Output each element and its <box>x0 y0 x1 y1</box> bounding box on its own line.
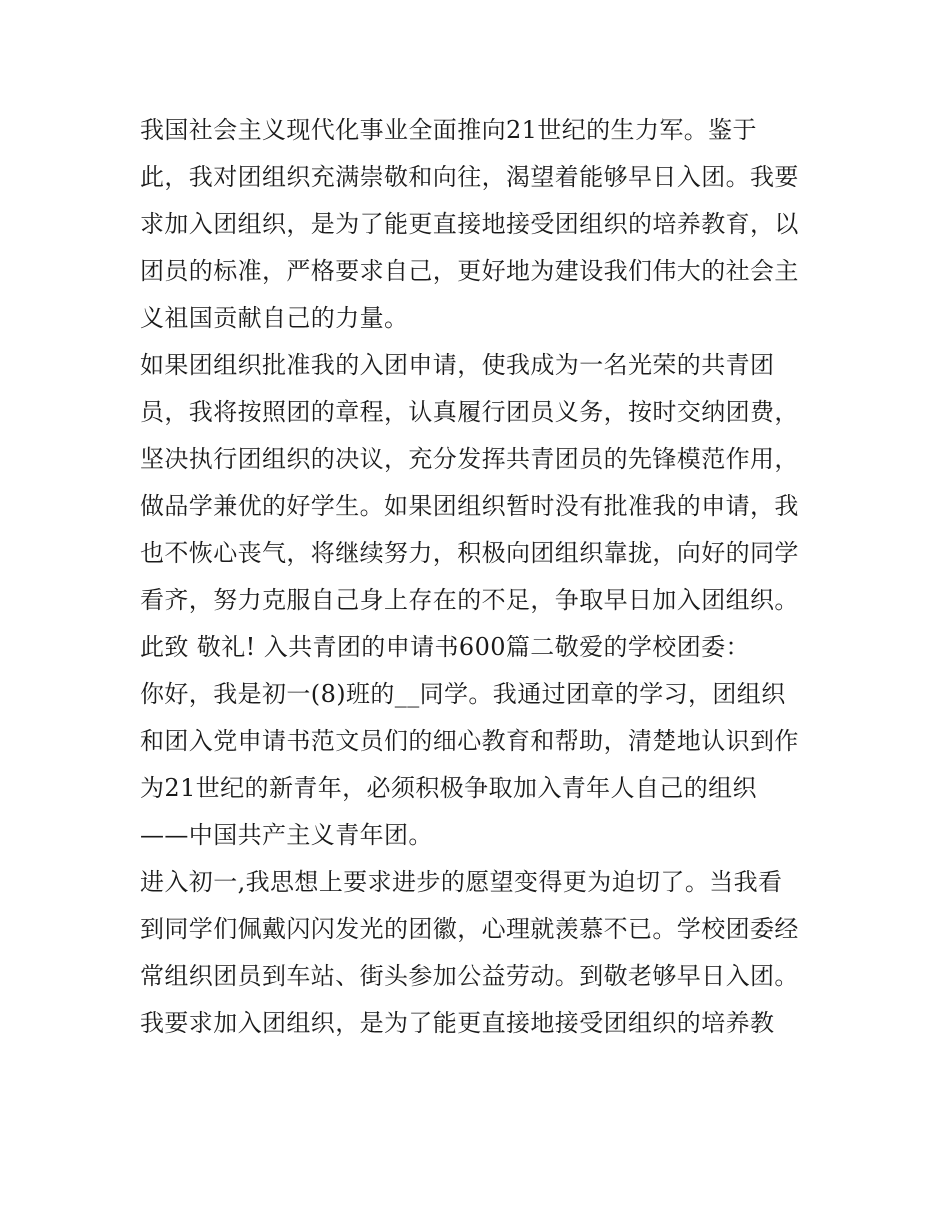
text-line: 我国社会主义现代化事业全面推向21世纪的生力军。鉴于 <box>140 116 757 144</box>
text-line: 你好，我是初一(8)班的__同学。我通过团章的学习，团组织 <box>140 680 786 708</box>
text-line: 员，我将按照团的章程，认真履行团员义务，按时交纳团费， <box>140 398 799 426</box>
text-line: 和团入党申请书范文员们的细心教育和帮助，清楚地认识到作 <box>140 727 799 755</box>
text-line: 坚决执行团组织的决议，充分发挥共青团员的先锋模范作用， <box>140 445 799 473</box>
text-line: 此，我对团组织充满崇敬和向往，渴望着能够早日入团。我要 <box>140 163 799 191</box>
text-line: 如果团组织批准我的入团申请，使我成为一名光荣的共青团 <box>140 351 775 379</box>
text-line: 我要求加入团组织，是为了能更直接地接受团组织的培养教 <box>140 1009 775 1037</box>
text-line: 进入初一,我思想上要求进步的愿望变得更为迫切了。当我看 <box>140 868 783 896</box>
text-line: 义祖国贡献自己的力量。 <box>140 304 409 332</box>
text-line: 到同学们佩戴闪闪发光的团徽，心理就羡慕不已。学校团委经 <box>140 915 799 943</box>
text-line: 做品学兼优的好学生。如果团组织暂时没有批准我的申请，我 <box>140 492 799 520</box>
text-line: 看齐，努力克服自己身上存在的不足，争取早日加入团组织。 <box>140 586 799 614</box>
text-line: 团员的标准，严格要求自己，更好地为建设我们伟大的社会主 <box>140 257 799 285</box>
text-line: 求加入团组织，是为了能更直接地接受团组织的培养教育，以 <box>140 210 799 238</box>
text-line: 也不恢心丧气，将继续努力，积极向团组织靠拢，向好的同学 <box>140 539 799 567</box>
text-line: 为21世纪的新青年，必须积极争取加入青年人自己的组织 <box>140 774 757 802</box>
text-line: ——中国共产主义青年团。 <box>140 821 433 849</box>
text-line: 常组织团员到车站、街头参加公益劳动。到敬老够早日入团。 <box>140 962 799 990</box>
text-line: 此致 敬礼! 入共青团的申请书600篇二敬爱的学校团委： <box>140 633 750 661</box>
body-text <box>140 110 830 1050</box>
